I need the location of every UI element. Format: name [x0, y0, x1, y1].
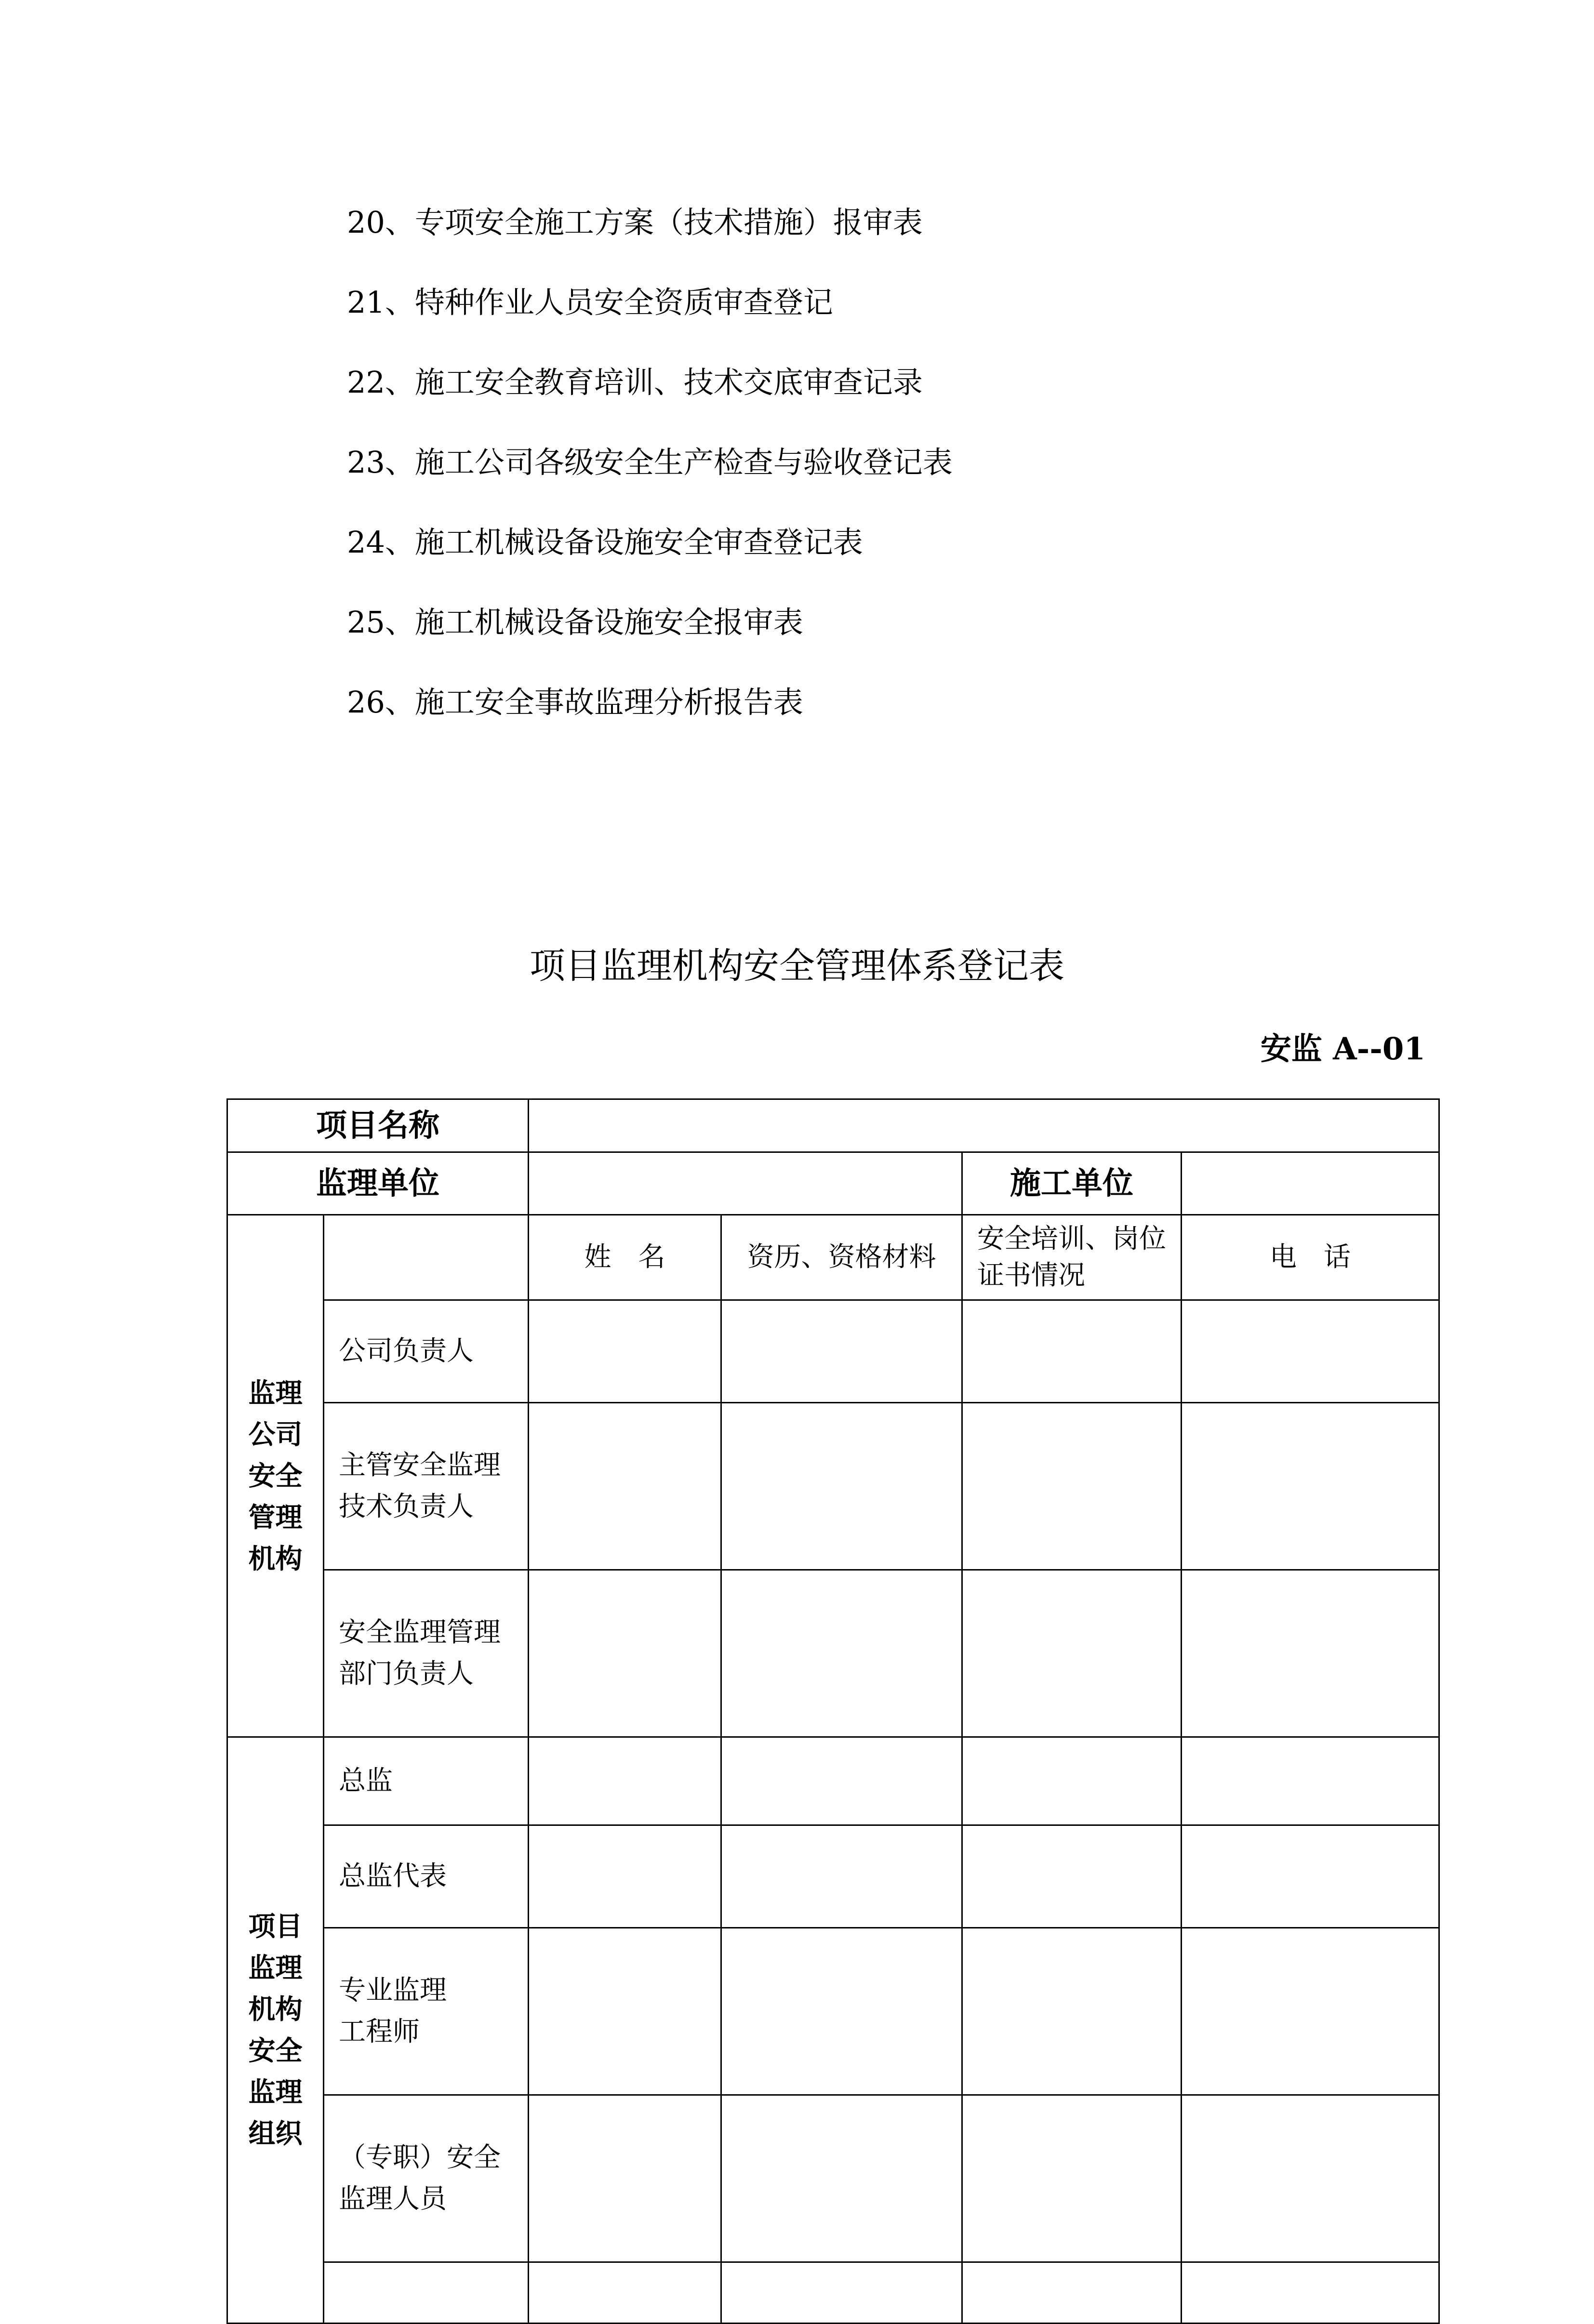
- training-field[interactable]: [962, 1928, 1182, 2095]
- qualification-field[interactable]: [721, 1928, 962, 2095]
- list-item: 21、特种作业人员安全资质审查登记: [347, 285, 833, 320]
- group-label-project-text: 项目监理机构安全监理组织: [248, 1911, 303, 2150]
- list-item: 23、施工公司各级安全生产检查与验收登记表: [347, 445, 953, 480]
- training-field[interactable]: [962, 2095, 1182, 2262]
- role-label-text: 安全监理管理部门负责人: [339, 1617, 501, 1690]
- role-label: [324, 1570, 529, 1737]
- supervision-unit-field[interactable]: [529, 1152, 962, 1215]
- table-row: [227, 1928, 1439, 2095]
- list-item: 26、施工安全事故监理分析报告表: [347, 685, 803, 720]
- list-item: 24、施工机械设备设施安全审查登记表: [347, 525, 863, 560]
- header-training-text: 安全培训、岗位证书情况: [977, 1223, 1166, 1291]
- training-field[interactable]: [962, 1570, 1182, 1737]
- form-title: 项目监理机构安全管理体系登记表: [530, 945, 1064, 987]
- name-field[interactable]: [529, 1570, 721, 1737]
- construction-unit-label: 施工单位: [962, 1152, 1182, 1215]
- name-field[interactable]: [529, 2095, 721, 2262]
- training-field[interactable]: [962, 1300, 1182, 1403]
- role-label: 总监: [324, 1737, 529, 1825]
- header-phone: 电 话: [1182, 1215, 1439, 1300]
- qualification-field[interactable]: [721, 1570, 962, 1737]
- header-role-cell: [324, 1215, 529, 1300]
- supervision-unit-label: 监理单位: [227, 1152, 529, 1215]
- table-row: [227, 1825, 1439, 1928]
- role-label: [324, 2262, 529, 2324]
- units-row: [227, 1152, 1439, 1215]
- header-qualification: 资历、资格材料: [721, 1215, 962, 1300]
- qualification-field[interactable]: [721, 1825, 962, 1928]
- role-label: 公司负责人: [324, 1300, 529, 1403]
- table-row: [227, 1570, 1439, 1737]
- table-row: [227, 1403, 1439, 1570]
- list-item: 20、专项安全施工方案（技术措施）报审表: [347, 205, 923, 240]
- name-field[interactable]: [529, 1403, 721, 1570]
- qualification-field[interactable]: [721, 1737, 962, 1825]
- qualification-field[interactable]: [721, 2095, 962, 2262]
- project-name-field[interactable]: [529, 1099, 1439, 1152]
- name-field[interactable]: [529, 1737, 721, 1825]
- phone-field[interactable]: [1182, 1570, 1439, 1737]
- header-row: [227, 1215, 1439, 1300]
- table-row: [227, 2262, 1439, 2324]
- table-row: [227, 1737, 1439, 1825]
- training-field[interactable]: [962, 1825, 1182, 1928]
- training-field[interactable]: [962, 1403, 1182, 1570]
- header-training: [962, 1215, 1182, 1300]
- role-label-text: 主管安全监理技术负责人: [339, 1450, 501, 1522]
- role-label: 总监代表: [324, 1825, 529, 1928]
- phone-field[interactable]: [1182, 1737, 1439, 1825]
- name-field[interactable]: [529, 1300, 721, 1403]
- phone-field[interactable]: [1182, 1825, 1439, 1928]
- list-item: 22、施工安全教育培训、技术交底审查记录: [347, 365, 923, 400]
- name-field[interactable]: [529, 1825, 721, 1928]
- list-item: 25、施工机械设备设施安全报审表: [347, 605, 803, 640]
- training-field[interactable]: [962, 2262, 1182, 2324]
- group-label-company: [227, 1215, 324, 1737]
- table-row: [227, 1300, 1439, 1403]
- phone-field[interactable]: [1182, 2262, 1439, 2324]
- header-name: 姓 名: [529, 1215, 721, 1300]
- name-field[interactable]: [529, 2262, 721, 2324]
- phone-field[interactable]: [1182, 1403, 1439, 1570]
- registration-table: [226, 1098, 1440, 2324]
- phone-field[interactable]: [1182, 2095, 1439, 2262]
- table-row: [227, 2095, 1439, 2262]
- qualification-field[interactable]: [721, 2262, 962, 2324]
- qualification-field[interactable]: [721, 1300, 962, 1403]
- training-field[interactable]: [962, 1737, 1182, 1825]
- role-label: [324, 1403, 529, 1570]
- form-code: 安监 A--01: [1260, 1031, 1425, 1067]
- role-label-text: （专职）安全监理人员: [339, 2142, 501, 2215]
- role-label: [324, 1928, 529, 2095]
- phone-field[interactable]: [1182, 1300, 1439, 1403]
- project-name-row: [227, 1099, 1439, 1152]
- project-name-label: 项目名称: [227, 1099, 529, 1152]
- role-label: [324, 2095, 529, 2262]
- form-list: [347, 205, 953, 765]
- qualification-field[interactable]: [721, 1403, 962, 1570]
- name-field[interactable]: [529, 1928, 721, 2095]
- group-label-company-text: 监理公司安全管理机构: [248, 1377, 303, 1575]
- construction-unit-field[interactable]: [1182, 1152, 1439, 1215]
- role-label-text: 专业监理工程师: [339, 1975, 447, 2047]
- group-label-project: [227, 1737, 324, 2324]
- phone-field[interactable]: [1182, 1928, 1439, 2095]
